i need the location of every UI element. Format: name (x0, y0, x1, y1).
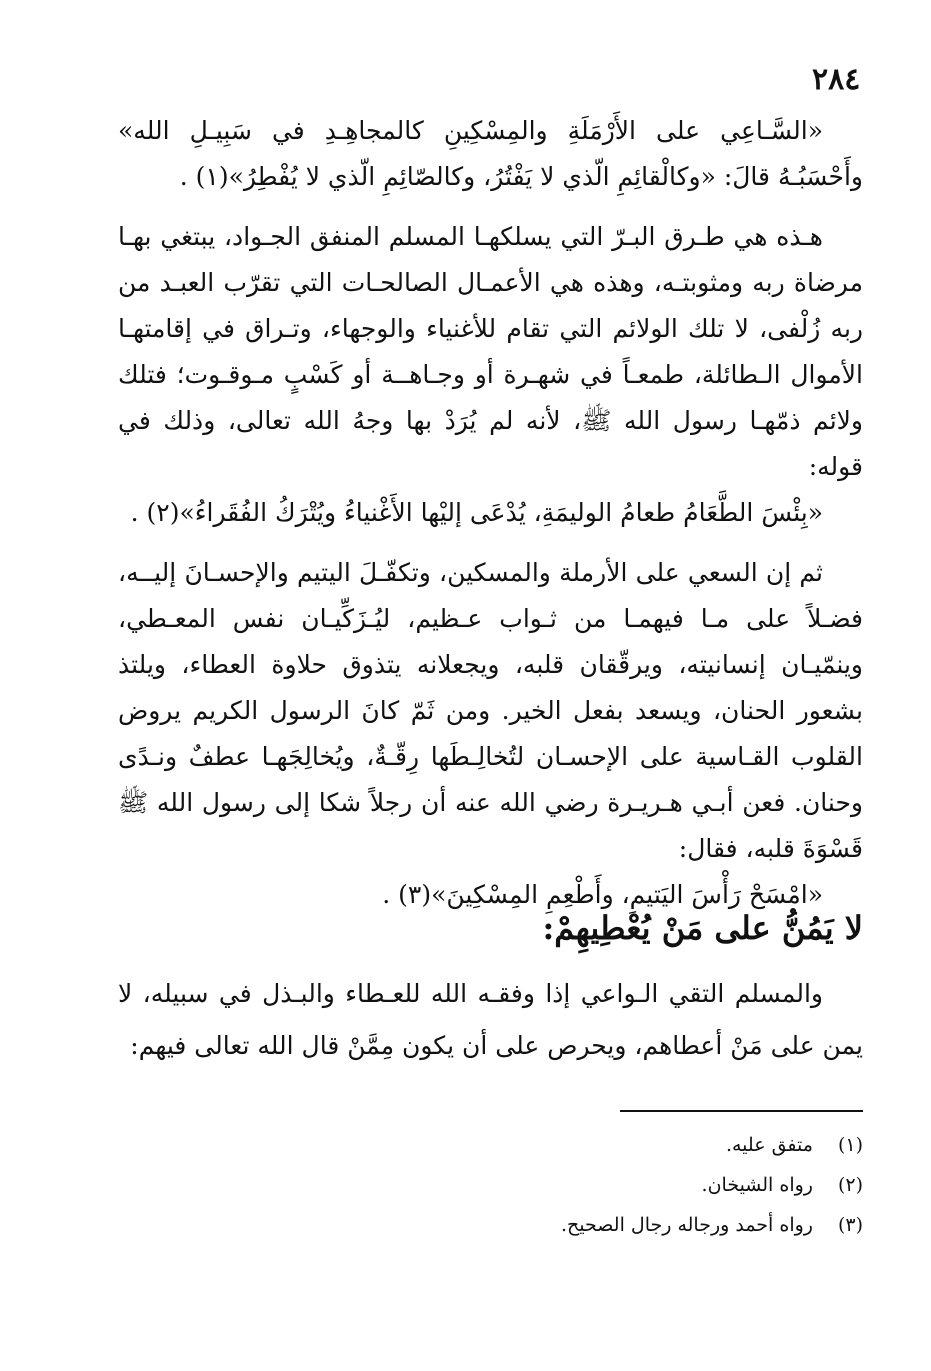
hadith-paragraph-3: «امْسَحْ رَأْسَ اليَتيمِ، وأَطْعِمِ المِسْكِينَ»(٣) . (382, 880, 823, 909)
footnote-number: (٣) (837, 1214, 863, 1236)
footnote-text: رواه أحمد ورجاله رجال الصحيح. (561, 1214, 813, 1236)
footnote-text: رواه الشيخان. (701, 1174, 813, 1196)
footnotes (500, 1125, 863, 1245)
paragraph-paths-of-righteousness: هـذه هي طـرق البـرّ التي يسلكهـا المسلم المنفق الجـواد، يبتغي بهـا مرضاة ربه ومثوبتـه، وهذه هي الأعمـال الصالحـات التي تقرّب العبـد من ربه زُلْفى، لا تلك الولائم التي تقام للأغنياء والوجهاء، وتـراق في إقامتهـا الأموال الـطائلة، طمعـاً في شهـرة أو وجـاهــة أو كَسْبٍ مـوقـوت؛ فتلك ولائم ذمّهـا رسول الله ﷺ، لأنه لم يُرَدْ بها وجهُ الله تعالى، وذلك في قوله: (118, 222, 863, 481)
footnote-3 (500, 1205, 863, 1245)
footnote-divider (620, 1110, 863, 1112)
footnote-1 (500, 1125, 863, 1165)
footnote-text: متفق عليه. (725, 1134, 813, 1156)
section-paragraph: والمسلم التقي الـواعي إذا وفقـه الله للعـطاء والبـذل في سبيله، لا يمن على مَنْ أعطاهم، ويحرص على أن يكون مِمَّنْ قال الله تعالى فيهم: (118, 979, 863, 1060)
footnote-number: (١) (837, 1134, 863, 1156)
footnote-2 (500, 1165, 863, 1205)
paragraph-caring-for-widow: ثم إن السعي على الأرملة والمسكين، وتكفّـلَ اليتيم والإحسـانَ إليــه، فضـلاً على مـا فيهمـا من ثـواب عـظيم، ليُـزَكِّيـان نفس المعـطي، وينمّيـان إنسانيته، ويرقّقان قلبه، ويجعلانه يتذوق حلاوة العطاء، ويلتذ بشعور الحنان، ويسعد بفعل الخير. ومن ثَمّ كانَ الرسول الكريم يروض القلوب القـاسية على الإحسـان لتُخالِـطَها رِقّـةٌ، ويُخالِجَهـا عطفٌ ونـدًى وحنان. فعن أبـي هـريـرة رضي الله عنه أن رجلاً شكا إلى رسول الله ﷺ قَسْوَةَ قلبه، فقال: (118, 558, 863, 863)
page-number: ٢٨٤ (812, 62, 861, 97)
hadith-paragraph-2: «بِئْسَ الطَّعَامُ طعامُ الوليمَةِ، يُدْعَى إليْها الأَغْنياءُ ويُتْرَكُ الفُقَراءُ»(٢) . (130, 498, 823, 527)
hadith-paragraph-1: «السَّـاعِي على الأَرْمَلَةِ والمِسْكِينِ كالمجاهِـدِ في سَبِيـلِ الله» وأَحْسَبُـهُ قالَ: «وكالْقائِمِ الّذي لا يَفْتُرُ، وكالصّائِمِ الّذي لا يُفْطِرُ»(١) . (118, 116, 863, 191)
main-text (118, 108, 863, 918)
section-heading: لا يَمُنُّ على مَنْ يُعْطِيهِمْ: (542, 909, 863, 947)
footnote-number: (٢) (837, 1174, 863, 1196)
